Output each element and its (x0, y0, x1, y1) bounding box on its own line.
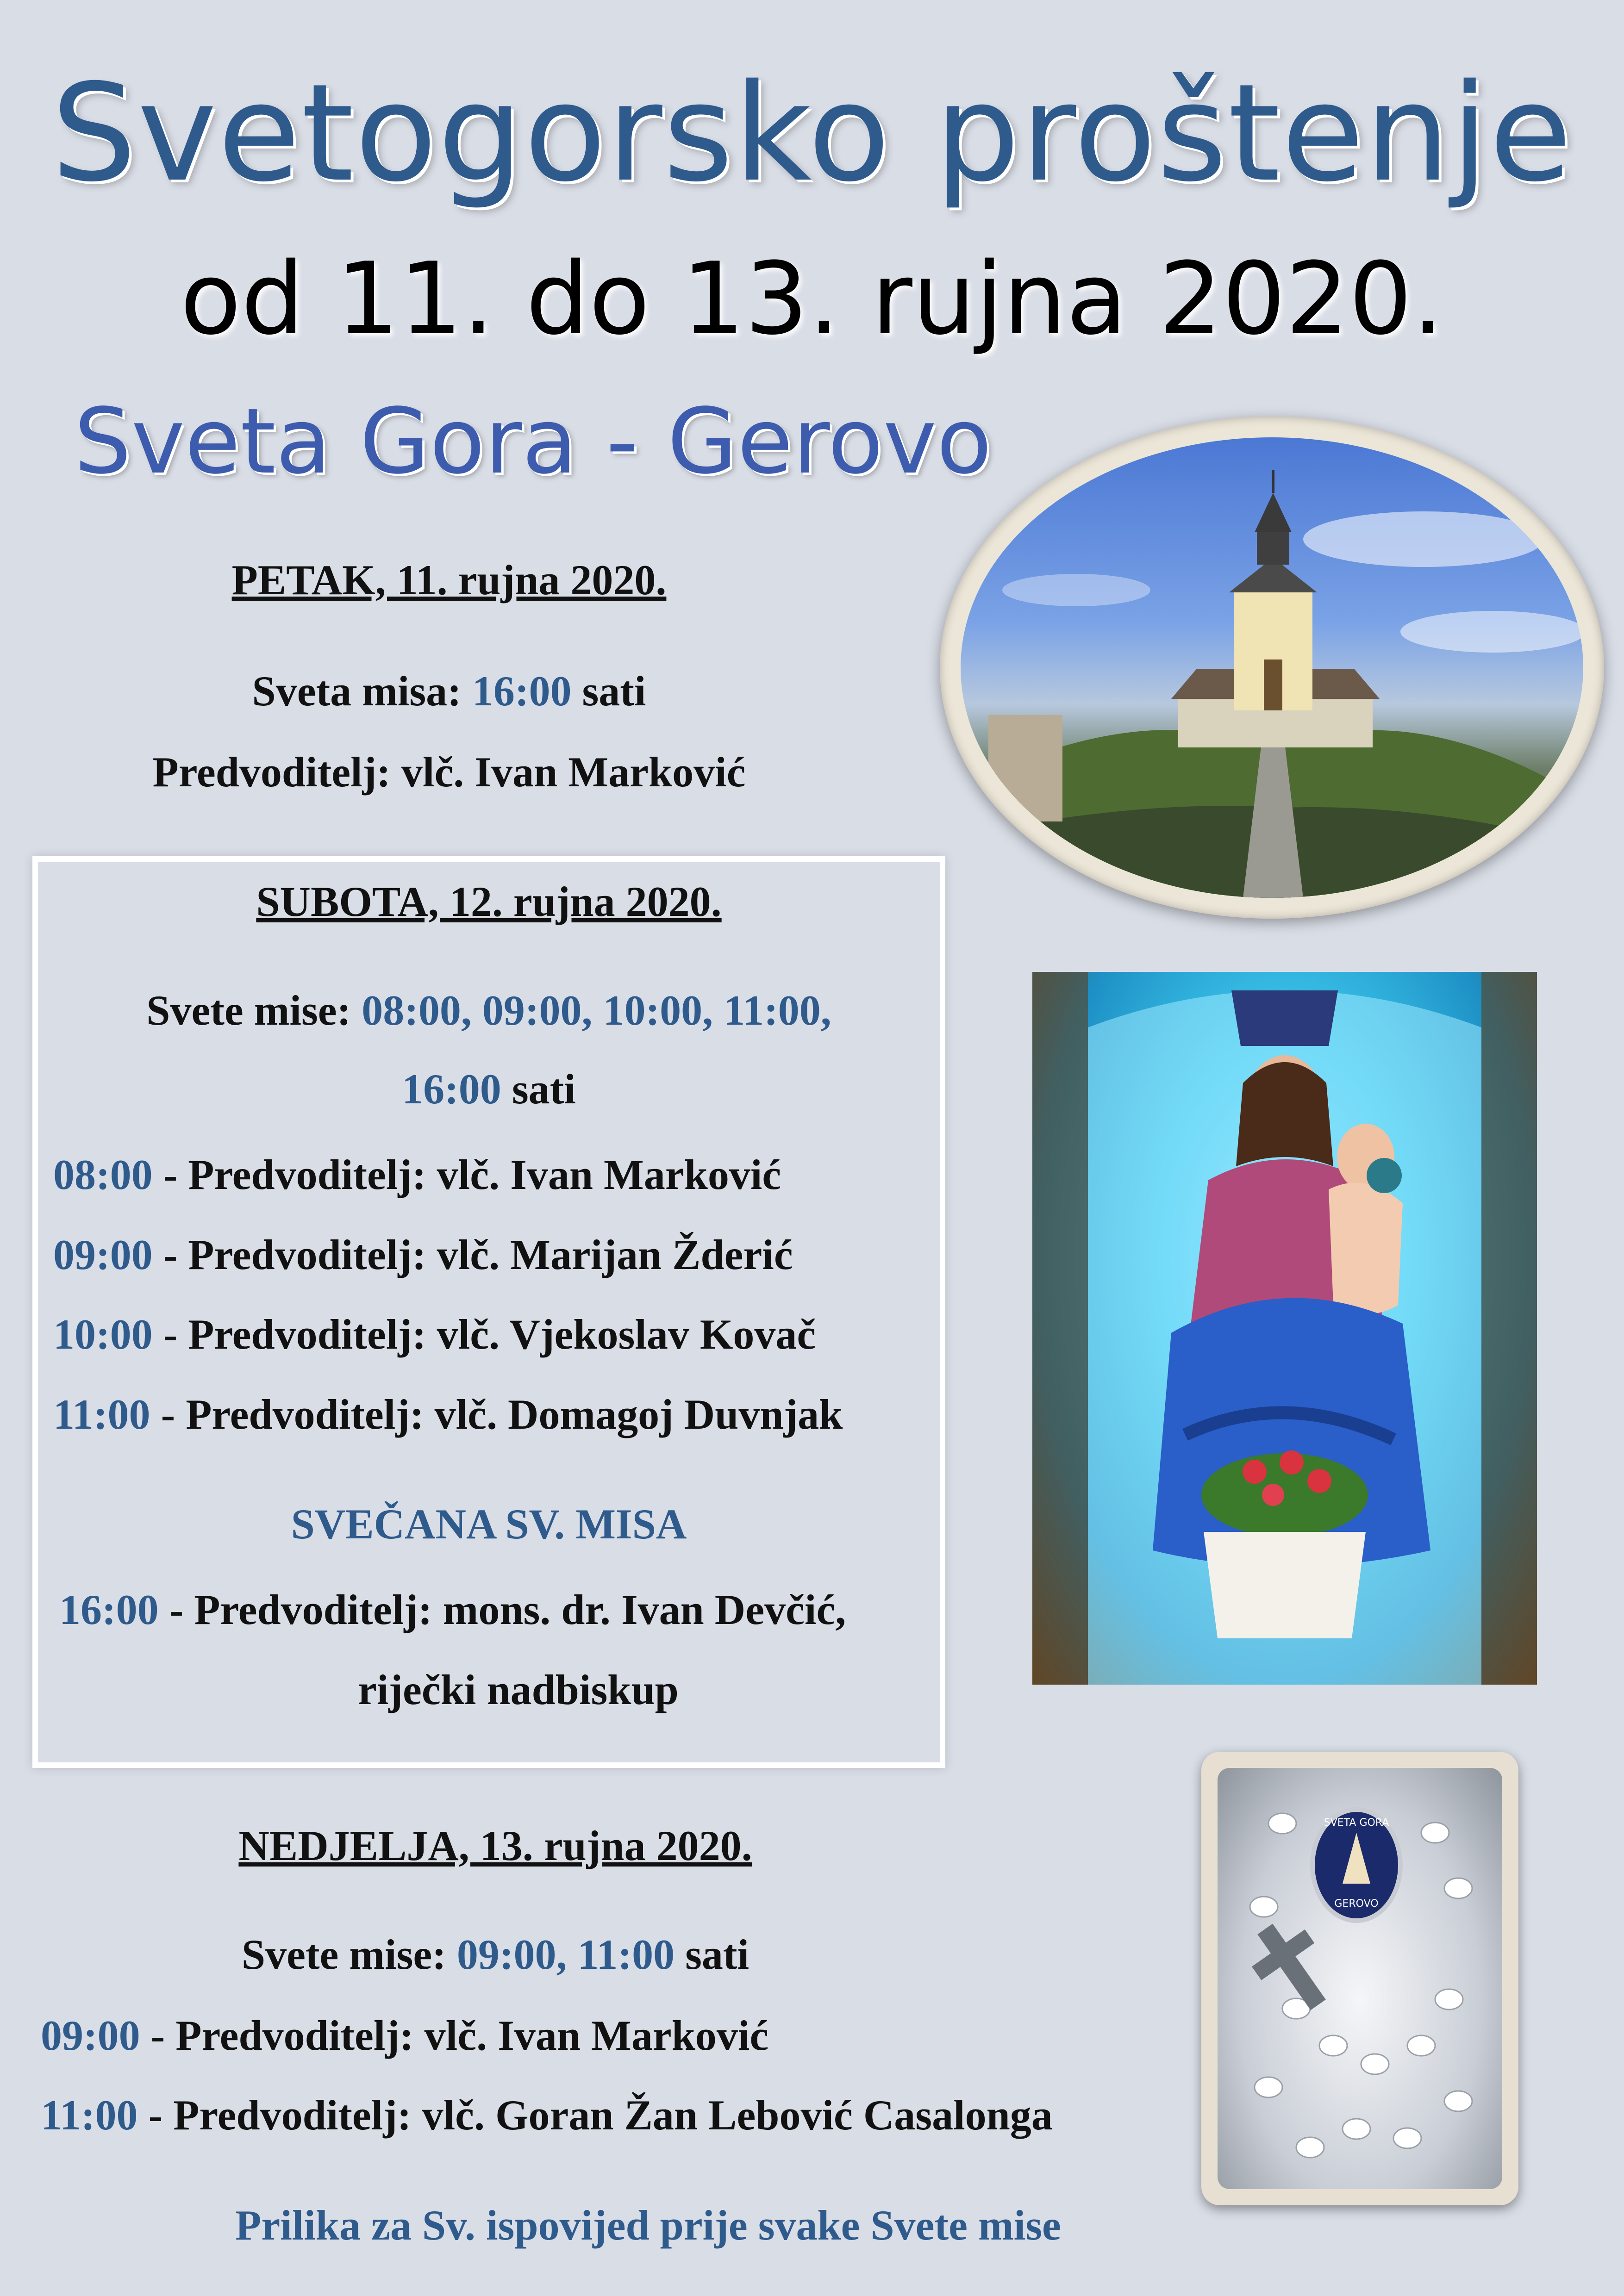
saturday-leader-row (53, 1310, 816, 1359)
saturday-leader-row (53, 1230, 793, 1279)
friday-leader: Predvoditelj: vlč. Ivan Marković (152, 748, 746, 796)
friday-mass-line (0, 666, 898, 716)
sunday-leader-time: 11:00 (41, 2091, 138, 2139)
friday-mass-label: Sveta misa: (252, 667, 462, 715)
friday-mass-time: 16:00 (472, 667, 572, 715)
saturday-leader-text: - Predvoditelj: vlč. Domagoj Duvnjak (161, 1391, 843, 1438)
saturday-masses-label: Svete mise: (146, 987, 351, 1034)
saturday-leader-time: 10:00 (53, 1311, 153, 1358)
saturday-leader-time: 08:00 (53, 1151, 153, 1198)
saturday-leader-row (53, 1390, 843, 1439)
saturday-heading: SUBOTA, 12. rujna 2020. (256, 878, 722, 925)
church-photo (961, 437, 1583, 898)
saturday-masses-line-2 (32, 1064, 945, 1114)
rosary-illustration (1218, 1768, 1502, 2189)
event-place: Sveta Gora - Gerovo (74, 389, 992, 494)
solemn-mass-line (59, 1585, 846, 1634)
saturday-masses-times-1: 08:00, 09:00, 10:00, 11:00, (362, 987, 831, 1034)
saturday-masses-suffix: sati (512, 1065, 576, 1113)
friday-heading: PETAK, 11. rujna 2020. (231, 556, 667, 604)
sunday-masses-times: 09:00, 11:00 (456, 1931, 675, 1978)
confession-note: Prilika za Sv. ispovijed prije svake Svete mise (235, 2202, 1061, 2249)
solemn-mass-text-2: riječki nadbiskup (358, 1666, 679, 1713)
saturday-leader-text: - Predvoditelj: vlč. Marijan Žderić (163, 1231, 793, 1278)
rosary-medal-text: SVETA GORA (1324, 1817, 1389, 1829)
saturday-leader-row (53, 1150, 781, 1199)
event-dates: od 11. do 13. rujna 2020. (180, 241, 1444, 357)
statue-illustration (1032, 972, 1537, 1685)
saturday-leader-time: 11:00 (53, 1391, 150, 1438)
saturday-masses-line-1 (32, 986, 945, 1035)
church-illustration (961, 437, 1583, 898)
sunday-heading: NEDJELJA, 13. rujna 2020. (238, 1822, 752, 1869)
sunday-leader-row (41, 2091, 1053, 2140)
saturday-leader-text: - Predvoditelj: vlč. Vjekoslav Kovač (163, 1311, 816, 1358)
saturday-leader-text: - Predvoditelj: vlč. Ivan Marković (163, 1151, 781, 1198)
solemn-mass-time: 16:00 (59, 1586, 159, 1633)
solemn-mass-heading: SVEČANA SV. MISA (291, 1500, 687, 1548)
friday-mass-suffix: sati (582, 667, 646, 715)
sunday-leader-text: - Predvoditelj: vlč. Ivan Marković (150, 2012, 769, 2059)
rosary-medal-text: GEROVO (1334, 1898, 1379, 1910)
sunday-masses-label: Svete mise: (241, 1931, 446, 1978)
saturday-leader-time: 09:00 (53, 1231, 153, 1278)
rosary-photo (1218, 1768, 1502, 2189)
solemn-mass-text: - Predvoditelj: mons. dr. Ivan Devčić, (169, 1586, 846, 1633)
saturday-masses-times-2: 16:00 (402, 1065, 501, 1113)
sunday-masses-line (0, 1930, 991, 1979)
sunday-leader-row (41, 2011, 768, 2060)
sunday-leader-time: 09:00 (41, 2012, 140, 2059)
sunday-masses-suffix: sati (685, 1931, 750, 1978)
madonna-statue-photo (1032, 972, 1537, 1685)
page-title: Svetogorsko proštenje (51, 56, 1573, 212)
sunday-leader-text: - Predvoditelj: vlč. Goran Žan Lebović Casalonga (148, 2091, 1053, 2139)
